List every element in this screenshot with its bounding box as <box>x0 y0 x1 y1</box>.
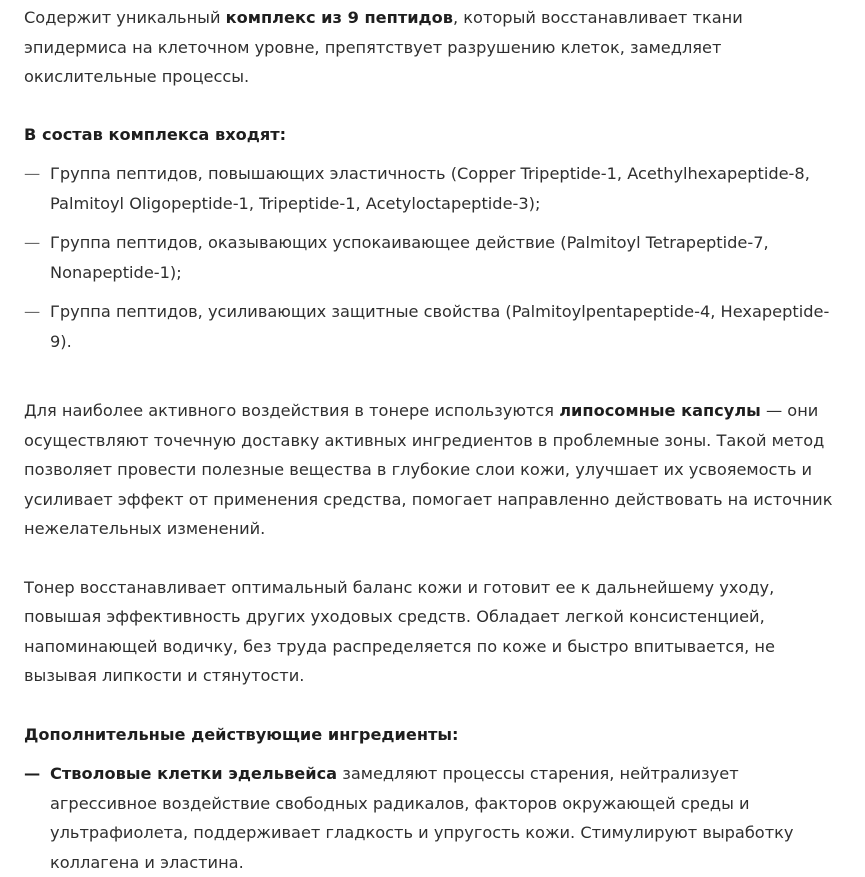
toner-paragraph: Тонер восстанавливает оптимальный баланс кожи и готовит ее к дальнейшему уходу, повышая эффективность других уходовых средств. Обладает легкой консистенцией, напоминающей водичку, без труда распределяется по коже и быстро впитывается, не вызывая липкости и стянутости. <box>24 577 775 685</box>
list-item <box>24 159 841 218</box>
intro-text-start: Содержит уникальный <box>24 8 226 27</box>
list-item <box>24 297 841 356</box>
list-item <box>24 759 841 877</box>
dash-marker: — <box>24 233 41 252</box>
list-item-text: замедляют процессы старения, нейтрализует агрессивное воздействие свободных радикалов, факторов окружающей среды и ультрафиолета, поддерживает гладкость и упругость кожи. Стимулируют выработку коллагена и эластина. <box>50 764 794 872</box>
liposome-text-start: Для наиболее активного воздействия в тонере используются <box>24 401 560 420</box>
liposome-text-end: — они осуществляют точечную доставку активных ингредиентов в проблемные зоны. Такой метод позволяет провести полезные вещества в глубокие слои кожи, улучшает их усвояемость и усиливает эффект от применения средства, помогает направленно действовать на источник нежелательных изменений. <box>24 401 833 538</box>
spacer <box>24 691 841 720</box>
list-item-bold: Стволовые клетки эдельвейса <box>50 764 338 783</box>
spacer <box>24 356 841 396</box>
spacer <box>24 92 841 120</box>
liposome-paragraph <box>24 396 841 544</box>
intro-paragraph <box>24 0 841 92</box>
spacer <box>24 149 841 159</box>
list-item-text: Группа пептидов, оказывающих успокаивающее действие (Palmitoyl Tetrapeptide-7, Nonapeptide-1); <box>50 233 769 282</box>
complex-heading: В состав комплекса входят: <box>24 124 287 144</box>
intro-bold-phrase: комплекс из 9 пептидов <box>225 8 453 27</box>
list-item <box>24 228 841 287</box>
list-item-text: Группа пептидов, усиливающих защитные свойства (Palmitoylpentapeptide-4, Hexapeptide-9). <box>50 302 830 351</box>
complex-list <box>24 159 841 356</box>
dash-marker: — <box>24 764 41 783</box>
additional-heading: Дополнительные действующие ингредиенты: <box>24 724 459 744</box>
list-item-text: Группа пептидов, повышающих эластичность (Copper Tripeptide-1, Acethylhexapeptide-8, Palmitoyl Oligopeptide-1, Tripeptide-1, Acetyloctapeptide-3); <box>50 164 810 213</box>
additional-list <box>24 759 841 877</box>
dash-marker: — <box>24 302 41 321</box>
spacer <box>24 749 841 759</box>
spacer <box>24 544 841 573</box>
dash-marker: — <box>24 164 41 183</box>
intro-text-end: , который восстанавливает ткани эпидермиса на клеточном уровне, препятствует разрушению клеток, замедляет окислительные процессы. <box>24 8 743 86</box>
liposome-bold-phrase: липосомные капсулы <box>559 401 761 420</box>
